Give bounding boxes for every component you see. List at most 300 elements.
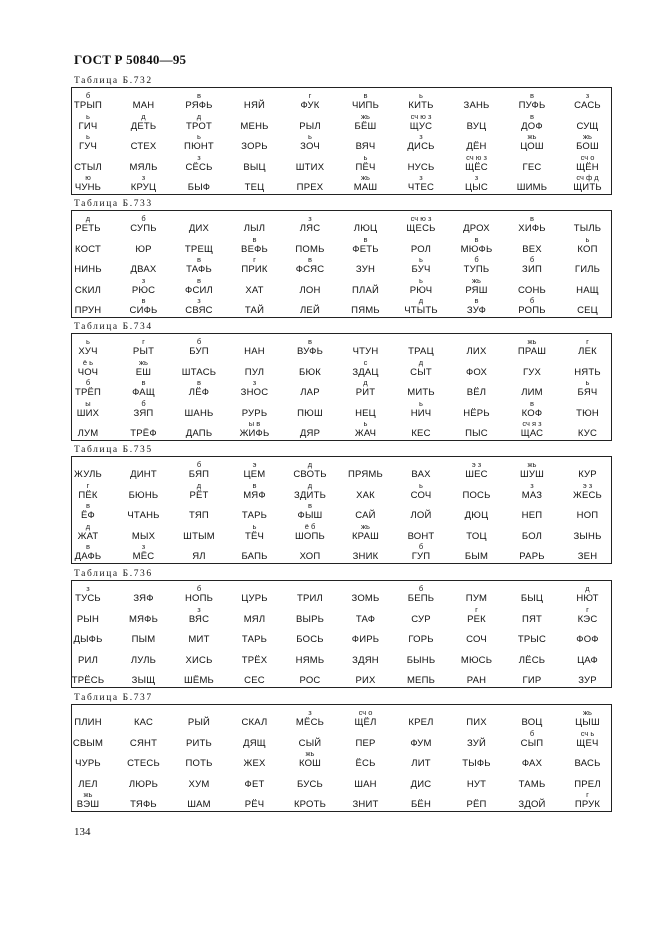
syllable-word: ЖЕХ	[243, 758, 266, 769]
substitution-mark: б	[141, 398, 146, 408]
substitution-mark: сч ю з	[410, 111, 432, 121]
table-cell	[60, 584, 116, 605]
substitution-mark	[227, 770, 283, 779]
syllable-word: ГИЛЬ	[574, 264, 601, 275]
substitution-mark	[560, 112, 616, 121]
table-cell	[60, 749, 116, 770]
syllable-word: НИЧ	[410, 407, 432, 419]
syllable-word: ЩЕЧ	[576, 737, 599, 749]
substitution-mark: з	[530, 480, 534, 490]
syllable-word: ТАФ	[355, 613, 376, 625]
syllable-word: ЛОЙ	[410, 510, 432, 521]
substitution-mark: в	[141, 378, 146, 387]
substitution-mark	[338, 542, 394, 551]
table-cell	[227, 399, 283, 420]
syllable-word: ВУЦ	[466, 120, 487, 132]
syllable-word: ЛЮРЬ	[128, 778, 159, 790]
table-cell	[560, 625, 616, 646]
syllable-word: ТРОТ	[186, 120, 212, 132]
table-caption: Таблица Б.736	[74, 569, 153, 579]
syllable-word: МЕНЬ	[240, 120, 269, 132]
substitution-mark: б	[418, 584, 424, 593]
syllable-word: ФЕТ	[244, 778, 265, 790]
substitution-mark	[60, 255, 116, 264]
substitution-mark	[338, 501, 394, 510]
syllable-word: РЫТ	[132, 346, 155, 357]
table-cell	[171, 153, 227, 174]
substitution-mark	[60, 749, 116, 758]
substitution-mark: в	[530, 91, 534, 100]
table-cell	[338, 235, 394, 256]
table-cell	[504, 255, 560, 276]
substitution-mark	[116, 584, 172, 593]
syllable-word: БУЧ	[411, 264, 431, 275]
substitution-mark	[116, 481, 172, 490]
syllable-word: ВУФЬ	[297, 346, 323, 357]
substitution-mark	[116, 501, 172, 510]
table-cell	[60, 790, 116, 811]
syllable-word: ПРЯМЬ	[348, 469, 383, 480]
table-cell	[282, 501, 338, 522]
table-cell	[116, 729, 172, 750]
substitution-mark	[338, 255, 394, 264]
table-cell	[171, 522, 227, 543]
substitution-mark: г	[586, 337, 589, 346]
substitution-mark	[171, 770, 227, 779]
substitution-mark	[338, 605, 394, 614]
substitution-mark	[227, 399, 283, 408]
syllable-word: БЯЧ	[577, 387, 598, 398]
table-cell	[449, 214, 505, 235]
syllable-word: ЩЁС	[465, 161, 488, 173]
syllable-word: ЧТЫТЬ	[404, 305, 438, 316]
syllable-word: ШИМЬ	[516, 182, 548, 193]
syllable-word: ПРАШ	[517, 346, 547, 357]
syllable-word: ЧТЕС	[407, 182, 435, 193]
syllable-word: ЗНОС	[240, 387, 269, 398]
substitution-mark	[504, 378, 560, 387]
table-cell	[116, 91, 172, 112]
table-cell	[393, 112, 449, 133]
table-cell	[171, 235, 227, 256]
syllable-word: КРУЦ	[130, 182, 157, 193]
syllable-word: ТРЁХ	[241, 654, 268, 666]
substitution-mark	[227, 501, 283, 510]
substitution-mark: д	[363, 378, 368, 387]
table-cell	[227, 378, 283, 399]
syllable-word: ЧИПЬ	[351, 100, 380, 111]
table-cell	[560, 605, 616, 626]
syllable-word: ХАК	[356, 489, 375, 501]
substitution-mark	[560, 399, 616, 408]
table-cell	[560, 153, 616, 174]
syllable-word: ЗУР	[578, 675, 597, 686]
substitution-mark	[116, 729, 172, 738]
substitution-mark	[504, 358, 560, 367]
substitution-mark: в	[308, 255, 312, 264]
syllable-word: РОЛ	[410, 243, 432, 255]
substitution-mark: ё б	[304, 521, 316, 531]
table-cell	[171, 214, 227, 235]
table-cell	[393, 522, 449, 543]
table-cell	[171, 584, 227, 605]
substitution-mark	[282, 625, 338, 634]
table-cell	[282, 132, 338, 153]
table-cell	[504, 132, 560, 153]
table-cell	[227, 419, 283, 440]
substitution-mark	[60, 708, 116, 717]
syllable-word: МЯЛ	[243, 613, 266, 625]
table-cell	[449, 790, 505, 811]
substitution-mark	[393, 666, 449, 675]
table-cell	[338, 625, 394, 646]
table-cell	[171, 132, 227, 153]
substitution-mark	[282, 235, 338, 244]
syllable-word: ТРЁФ	[130, 428, 157, 439]
table-cell	[560, 708, 616, 729]
table-cell	[282, 605, 338, 626]
substitution-mark: в	[86, 542, 90, 551]
substitution-mark: жь	[472, 275, 481, 285]
table-cell	[560, 91, 616, 112]
syllable-word: ЩЁН	[576, 161, 599, 173]
syllable-word: ПЁК	[78, 489, 98, 501]
substitution-mark	[504, 646, 560, 655]
substitution-mark: в	[141, 296, 146, 305]
table-cell	[171, 399, 227, 420]
table-cell	[282, 770, 338, 791]
substitution-mark: ь	[419, 91, 423, 100]
syllable-word: КУР	[578, 469, 597, 480]
table-cell	[171, 378, 227, 399]
substitution-mark	[227, 214, 283, 223]
substitution-mark	[338, 749, 394, 758]
syllable-word: ВАХ	[411, 469, 431, 480]
syllable-word: ШАН	[354, 778, 377, 790]
table-cell	[504, 296, 560, 317]
table-cell	[560, 542, 616, 563]
syllable-word: ТЯФЬ	[130, 799, 157, 810]
substitution-mark	[504, 790, 560, 799]
table-cell	[393, 481, 449, 502]
syllable-word: РЕТЬ	[75, 223, 101, 234]
substitution-mark	[60, 625, 116, 634]
substitution-mark	[227, 708, 283, 717]
substitution-mark	[449, 708, 505, 717]
syllable-word: ЛЮЦ	[353, 223, 378, 234]
syllable-word: МЁС	[132, 551, 155, 562]
table-cell	[116, 460, 172, 481]
syllable-word: ВЯЧ	[355, 141, 376, 152]
substitution-mark	[60, 729, 116, 738]
table-cell	[116, 235, 172, 256]
table-cell	[393, 296, 449, 317]
syllable-word: РЕК	[467, 613, 486, 625]
syllable-word: БЮНЬ	[128, 489, 159, 501]
table-cell	[560, 749, 616, 770]
table-cell	[504, 399, 560, 420]
substitution-mark: ы	[85, 398, 91, 408]
table-caption: Таблица Б.732	[74, 76, 153, 86]
syllable-word: СВЯС	[185, 305, 213, 316]
syllable-word: СИФЬ	[129, 305, 158, 316]
syllable-word: ГОРЬ	[408, 634, 434, 645]
table-cell	[504, 153, 560, 174]
syllable-word: РАРЬ	[519, 551, 545, 562]
substitution-mark	[504, 584, 560, 593]
syllable-word: СУР	[411, 613, 431, 625]
substitution-mark	[393, 337, 449, 346]
syllable-word: КАС	[133, 717, 154, 728]
substitution-mark: э з	[582, 480, 593, 490]
substitution-mark: з	[585, 91, 590, 100]
syllable-word: КОШ	[298, 758, 322, 769]
syllable-word: БУСЬ	[297, 778, 323, 790]
syllable-word: ЩИТЬ	[573, 182, 602, 193]
table-cell	[338, 481, 394, 502]
syllable-word: РЁП	[466, 799, 487, 810]
table-cell	[282, 276, 338, 297]
table-cell	[60, 708, 116, 729]
syllable-word: ТЮН	[576, 407, 599, 419]
substitution-mark	[504, 501, 560, 510]
table-cell	[393, 255, 449, 276]
substitution-mark	[116, 460, 172, 469]
table-cell	[449, 460, 505, 481]
table-cell	[393, 132, 449, 153]
syllable-word: ЧУРЬ	[75, 758, 101, 769]
substitution-mark: э з	[471, 460, 482, 469]
syllable-word: ВОНТ	[407, 530, 435, 542]
syllable-word: ЗУФ	[466, 305, 487, 316]
syllable-word: ЛИТ	[411, 758, 431, 769]
substitution-mark	[282, 112, 338, 121]
table-cell	[560, 666, 616, 687]
table-cell	[282, 666, 338, 687]
table-cell	[282, 399, 338, 420]
substitution-mark: ь	[585, 234, 590, 244]
syllable-word: ПРУН	[74, 305, 102, 316]
substitution-mark	[338, 337, 394, 346]
syllable-word: ЖУЛЬ	[74, 469, 102, 480]
syllable-word: ЗАНЬ	[463, 100, 490, 111]
table-cell	[171, 112, 227, 133]
substitution-mark: д	[85, 214, 91, 223]
table-cell	[282, 337, 338, 358]
table-cell	[116, 358, 172, 379]
table-cell	[504, 522, 560, 543]
substitution-mark: жь	[361, 111, 370, 121]
syllable-word: ПЫС	[465, 428, 488, 439]
syllable-word: ЧУНЬ	[74, 182, 102, 193]
syllable-word: ЖАТ	[77, 530, 99, 542]
substitution-mark	[227, 542, 283, 551]
syllable-word: СОЧ	[410, 489, 432, 501]
substitution-mark	[171, 173, 227, 182]
substitution-mark	[338, 296, 394, 305]
table-cell	[116, 214, 172, 235]
syllable-word: РОС	[299, 675, 321, 686]
substitution-mark	[449, 419, 505, 428]
table-cell	[449, 173, 505, 194]
syllable-word: ЗЕН	[577, 551, 598, 562]
substitution-mark: в	[252, 234, 257, 244]
table-caption: Таблица Б.735	[74, 445, 153, 455]
substitution-mark	[227, 91, 283, 100]
syllable-word: МАН	[132, 100, 155, 111]
syllable-word: ТЁЧ	[244, 530, 265, 542]
syllable-word: ГИР	[522, 675, 542, 686]
substitution-mark	[560, 770, 616, 779]
table-cell	[60, 235, 116, 256]
substitution-mark	[449, 646, 505, 655]
syllable-word: МЁСЬ	[295, 717, 325, 728]
table-cell	[449, 666, 505, 687]
substitution-mark: г	[253, 255, 256, 264]
table-cell	[393, 235, 449, 256]
substitution-mark	[504, 625, 560, 634]
table-cell	[116, 501, 172, 522]
substitution-mark	[393, 522, 449, 531]
substitution-mark: ь	[363, 419, 368, 428]
table-cell	[227, 605, 283, 626]
table-cell	[171, 358, 227, 379]
substitution-mark	[449, 132, 505, 141]
syllable-word: ТРЁСЬ	[71, 675, 105, 686]
syllable-word: ЛЯС	[299, 223, 321, 234]
syllable-word: ФЕТЬ	[352, 243, 379, 255]
substitution-mark	[449, 522, 505, 531]
substitution-mark	[560, 501, 616, 510]
document-header: ГОСТ Р 50840—95	[74, 52, 187, 67]
syllable-word: БЫЦ	[520, 593, 544, 604]
syllable-word: РИХ	[355, 675, 376, 686]
table-cell	[227, 358, 283, 379]
syllable-word: ВЫЦ	[243, 161, 266, 173]
table-cell	[560, 358, 616, 379]
substitution-mark: д	[418, 357, 424, 367]
syllable-word: ЖИФЬ	[239, 428, 270, 439]
syllable-word: СОЧ	[466, 634, 487, 645]
substitution-mark: з	[419, 132, 423, 141]
table-cell	[393, 584, 449, 605]
syllable-word: РЁТ	[189, 489, 209, 501]
table-cell	[449, 235, 505, 256]
syllable-word: ШТАСЬ	[181, 366, 217, 378]
table-cell	[393, 358, 449, 379]
syllable-word: ТАМЬ	[518, 778, 546, 790]
table-cell	[560, 276, 616, 297]
syllable-word: ЛИМ	[521, 387, 543, 398]
table-cell	[116, 790, 172, 811]
syllable-word: ПРИК	[241, 264, 268, 275]
table-cell	[227, 708, 283, 729]
syllable-word: ПИХ	[466, 717, 487, 728]
substitution-mark	[449, 501, 505, 510]
table-cell	[282, 255, 338, 276]
syllable-word: ТРАЦ	[408, 346, 434, 357]
syllable-word: ТАРЬ	[241, 634, 268, 645]
table-cell	[393, 399, 449, 420]
syllable-word: РЮС	[131, 284, 156, 296]
syllable-word: ЗДИТЬ	[293, 489, 327, 501]
substitution-mark	[227, 666, 283, 675]
substitution-mark	[560, 460, 616, 469]
table-cell	[504, 625, 560, 646]
syllable-word: НУТ	[466, 778, 487, 790]
table-cell	[449, 729, 505, 750]
substitution-mark	[282, 584, 338, 593]
substitution-mark	[171, 542, 227, 551]
table-cell	[393, 173, 449, 194]
table-cell	[282, 790, 338, 811]
syllable-word: БЯП	[188, 469, 210, 480]
syllable-word: ДАПЬ	[185, 428, 213, 439]
table-cell	[171, 337, 227, 358]
substitution-mark	[338, 276, 394, 285]
table-cell	[449, 625, 505, 646]
table-cell	[449, 112, 505, 133]
syllable-word: ФОФ	[576, 634, 599, 645]
substitution-mark: жь	[305, 749, 315, 758]
table-cell	[171, 646, 227, 667]
table-cell	[171, 542, 227, 563]
table-cell	[393, 749, 449, 770]
syllable-word: КУС	[577, 428, 598, 439]
syllable-word: ДИНТ	[130, 469, 157, 480]
syllable-word: ЗЫЩ	[131, 675, 156, 686]
substitution-mark	[171, 790, 227, 799]
substitution-mark: б	[529, 296, 535, 305]
table-cell	[560, 646, 616, 667]
syllable-word: ЛАР	[300, 387, 320, 398]
syllable-word: ЧТУН	[352, 346, 379, 357]
table-cell	[504, 708, 560, 729]
syllable-word: ПЛАЙ	[351, 284, 380, 296]
substitution-mark	[449, 481, 505, 490]
substitution-mark: в	[86, 501, 90, 510]
syllable-word: РУРЬ	[241, 407, 268, 419]
substitution-mark	[171, 625, 227, 634]
table-cell	[560, 481, 616, 502]
table-cell	[60, 522, 116, 543]
substitution-mark: ь	[86, 337, 90, 346]
syllable-word: ПОТЬ	[185, 758, 213, 769]
table-cell	[282, 235, 338, 256]
substitution-mark: д	[585, 584, 590, 593]
table-cell	[60, 542, 116, 563]
substitution-mark: б	[474, 255, 479, 264]
syllable-word: НАН	[244, 346, 265, 357]
substitution-mark	[116, 255, 172, 264]
table-cell	[116, 132, 172, 153]
substitution-mark: ю	[85, 173, 91, 182]
syllable-word: ГУХ	[522, 366, 542, 378]
substitution-mark	[449, 770, 505, 779]
syllable-word: ЩЕСЬ	[406, 223, 436, 234]
syllable-word: ФУМ	[410, 737, 432, 749]
substitution-mark: в	[197, 255, 201, 264]
syllable-word: БЫМ	[464, 551, 489, 562]
substitution-mark: ь	[419, 398, 423, 408]
substitution-mark: ь	[363, 152, 368, 162]
substitution-mark: в	[530, 398, 534, 408]
table-cell	[449, 337, 505, 358]
table-cell	[560, 419, 616, 440]
substitution-mark	[393, 153, 449, 162]
table-cell	[60, 501, 116, 522]
syllable-word: ЕШ	[135, 366, 152, 378]
